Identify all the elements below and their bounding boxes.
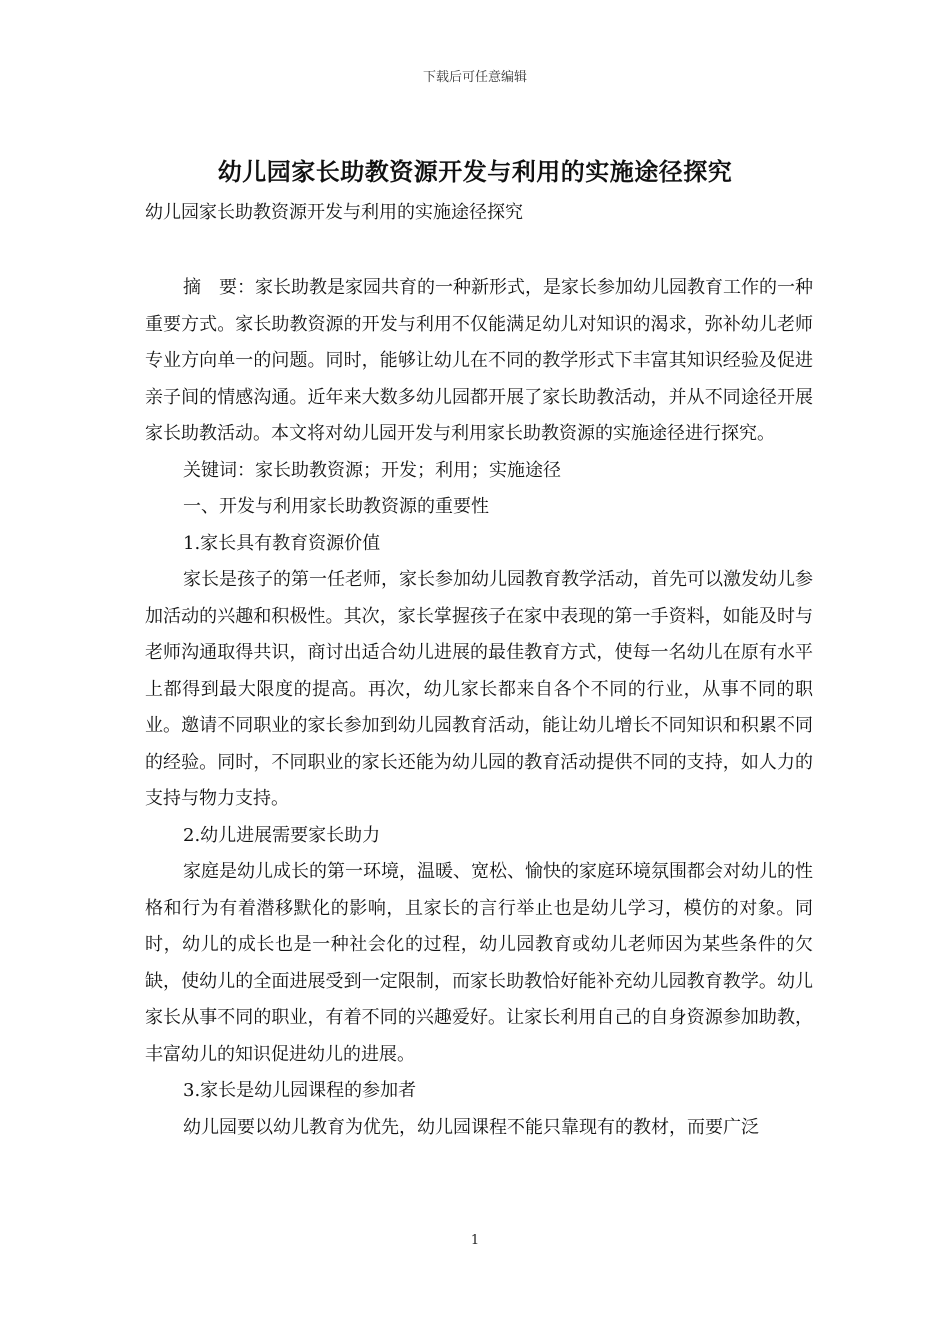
document-subtitle: 幼儿园家长助教资源开发与利用的实施途径探究: [145, 202, 523, 223]
subheading-2: 2.幼儿进展需要家长助力: [183, 824, 381, 846]
section-heading-1: 一、开发与利用家长助教资源的重要性: [183, 496, 489, 517]
page-number: 1: [470, 1233, 480, 1248]
body-paragraph-1: 家长是孩子的第一任老师，家长参加幼儿园教育教学活动，首先可以激发幼儿参加活动的兴趣和积极性。其次，家长掌握孩子在家中表现的第一手资料，如能及时与老师沟通取得共识，商讨出适合幼儿进展的最佳教育方式，使每一名幼儿在原有水平上都得到最大限度的提高。再次，幼儿家长都来自各个不同的行业，从事不同的职业。邀请不同职业的家长参加到幼儿园教育活动，能让幼儿增长不同知识和积累不同的经验。同时，不同职业的家长还能为幼儿园的教育活动提供不同的支持，如人力的支持与物力支持。: [145, 569, 813, 809]
document-title: 幼儿园家长助教资源开发与利用的实施途径探究: [217, 157, 733, 186]
subheading-1: 1.家长具有教育资源价值: [183, 532, 381, 554]
header-note: 下载后可任意编辑: [422, 70, 527, 85]
subheading-3: 3.家长是幼儿园课程的参加者: [183, 1080, 417, 1101]
keywords-line: 关键词：家长助教资源；开发；利用；实施途径: [183, 459, 561, 481]
body-paragraph-2: 家庭是幼儿成长的第一环境，温暖、宽松、愉快的家庭环境氛围都会对幼儿的性格和行为有着潜移默化的影响，且家长的言行举止也是幼儿学习，模仿的对象。同时，幼儿的成长也是一种社会化的过程，幼儿园教育或幼儿老师因为某些条件的欠缺，使幼儿的全面进展受到一定限制，而家长助教恰好能补充幼儿园教育教学。幼儿家长从事不同的职业，有着不同的兴趣爱好。让家长利用自己的自身资源参加助教，丰富幼儿的知识促进幼儿的进展。: [145, 861, 813, 1065]
document-body: [145, 270, 813, 1146]
abstract-paragraph: 摘 要：家长助教是家园共育的一种新形式，是家长参加幼儿园教育工作的一种重要方式。家长助教资源的开发与利用不仅能满足幼儿对知识的渴求，弥补幼儿老师专业方向单一的问题。同时，能够让幼儿在不同的教学形式下丰富其知识经验及促进亲子间的情感沟通。近年来大数多幼儿园都开展了家长助教活动，并从不同途径开展家长助教活动。本文将对幼儿园开发与利用家长助教资源的实施途径进行探究。: [145, 277, 813, 444]
body-paragraph-3: 幼儿园要以幼儿教育为优先，幼儿园课程不能只靠现有的教材，而要广泛: [183, 1116, 759, 1138]
